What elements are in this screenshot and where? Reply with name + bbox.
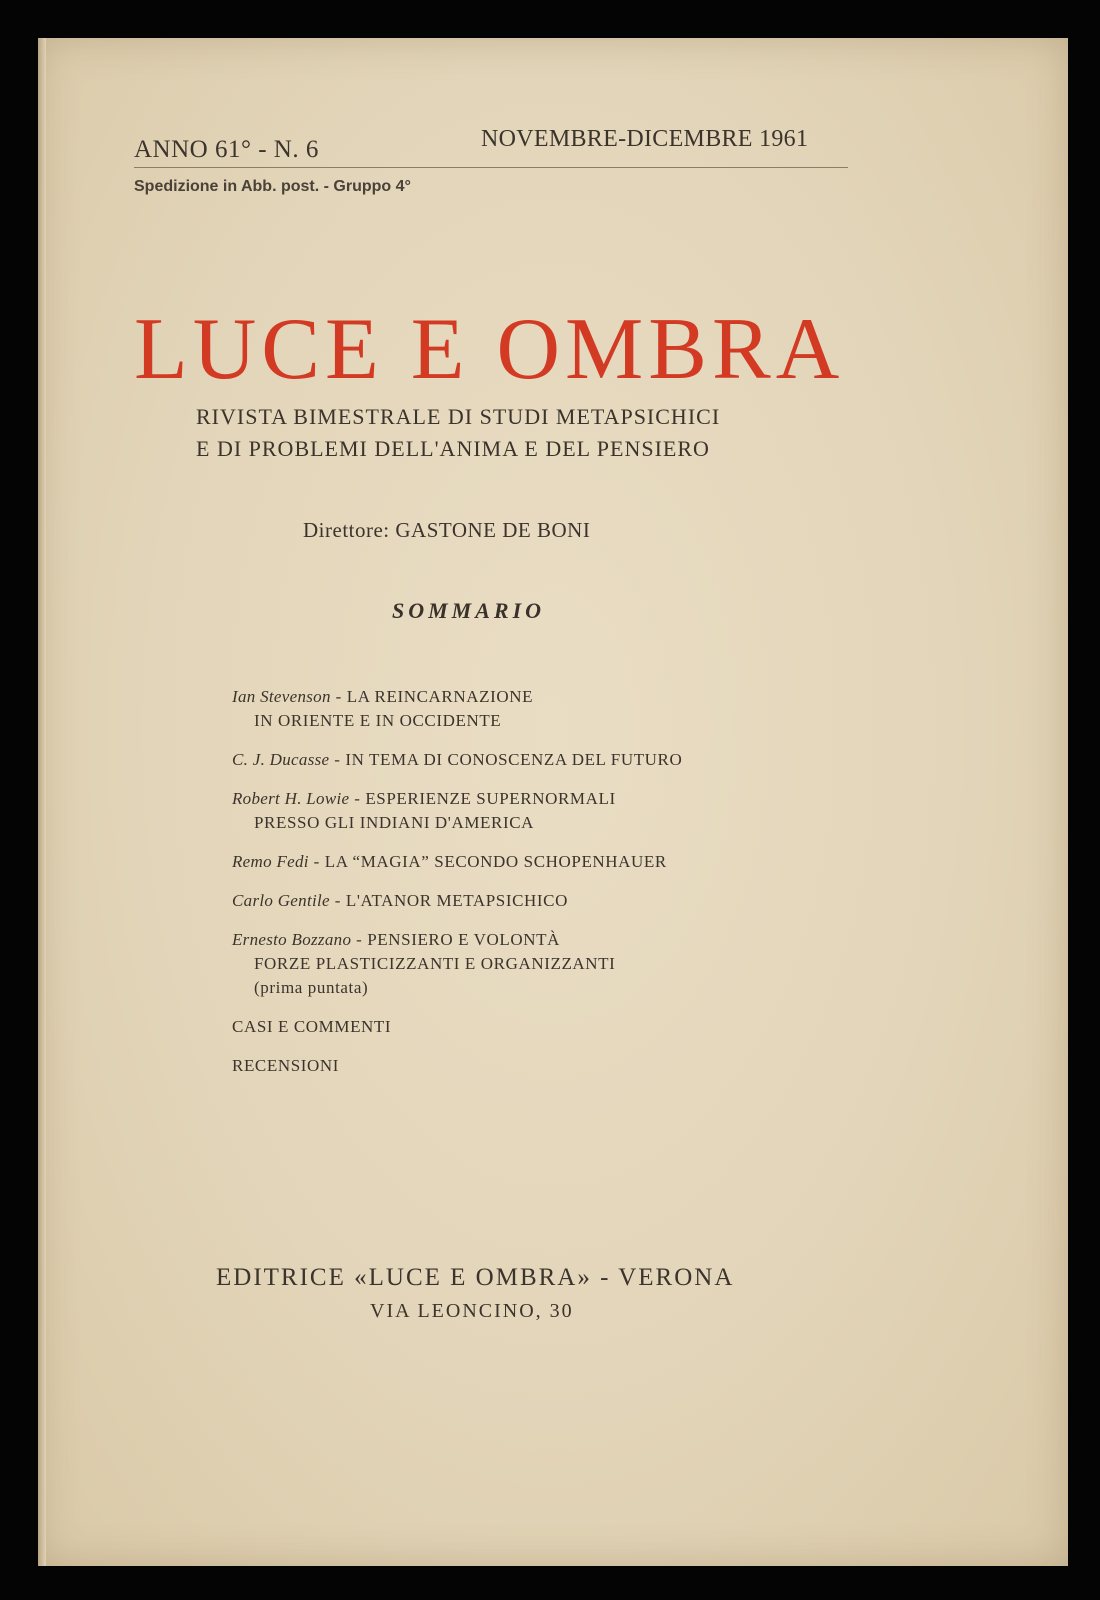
subtitle-line-2: E DI PROBLEMI DELL'ANIMA E DEL PENSIERO — [196, 436, 710, 461]
toc-title: RECENSIONI — [232, 1056, 340, 1075]
publisher-address: VIA LEONCINO, 30 — [370, 1300, 574, 1322]
shipping-note: Spedizione in Abb. post. - Gruppo 4° — [134, 178, 411, 195]
toc-entry: Ernesto Bozzano - PENSIERO E VOLONTÀ FORZE PLASTICIZZANTI E ORGANIZZANTI (prima puntata) — [232, 928, 852, 1000]
toc-title-continuation: IN ORIENTE E IN OCCIDENTE — [254, 711, 502, 730]
toc-author: C. J. Ducasse — [232, 750, 330, 769]
toc-author: Remo Fedi — [232, 852, 309, 871]
toc-title: ESPERIENZE SUPERNORMALI — [365, 789, 616, 808]
cover-spine — [38, 38, 46, 1566]
toc-author: Robert H. Lowie — [232, 789, 350, 808]
toc-entry: Carlo Gentile - L'ATANOR METAPSICHICO — [232, 891, 568, 910]
toc-entry — [232, 1054, 852, 1078]
contents-heading: SOMMARIO — [392, 598, 546, 623]
toc-title: CASI E COMMENTI — [232, 1017, 392, 1036]
magazine-title: LUCE E OMBRA — [134, 301, 845, 398]
publisher-name: EDITRICE «LUCE E OMBRA» - VERONA — [216, 1264, 735, 1291]
toc-entry: C. J. Ducasse - IN TEMA DI CONOSCENZA DEL FUTURO — [232, 750, 683, 769]
header-divider — [134, 167, 848, 168]
toc-title: LA “MAGIA” SECONDO SCHOPENHAUER — [324, 852, 667, 871]
toc-title-continuation: FORZE PLASTICIZZANTI E ORGANIZZANTI — [254, 954, 616, 973]
toc-title: LA REINCARNAZIONE — [346, 687, 534, 706]
subtitle-line-1: RIVISTA BIMESTRALE DI STUDI METAPSICHICI — [196, 404, 721, 429]
table-of-contents — [232, 685, 852, 1093]
toc-author: Carlo Gentile — [232, 891, 330, 910]
toc-title: L'ATANOR METAPSICHICO — [345, 891, 568, 910]
issue-date: NOVEMBRE-DICEMBRE 1961 — [481, 126, 809, 152]
toc-entry: Ian Stevenson - LA REINCARNAZIONE IN ORIENTE E IN OCCIDENTE — [232, 685, 852, 733]
director-line: Direttore: GASTONE DE BONI — [303, 518, 591, 542]
toc-author: Ernesto Bozzano — [232, 930, 352, 949]
toc-title: IN TEMA DI CONOSCENZA DEL FUTURO — [345, 750, 683, 769]
toc-title-continuation: PRESSO GLI INDIANI D'AMERICA — [254, 813, 535, 832]
toc-entry: Remo Fedi - LA “MAGIA” SECONDO SCHOPENHAUER — [232, 852, 667, 871]
toc-entry — [232, 1015, 852, 1039]
issue-number: ANNO 61° - N. 6 — [134, 136, 319, 163]
toc-entry: Robert H. Lowie - ESPERIENZE SUPERNORMALI PRESSO GLI INDIANI D'AMERICA — [232, 787, 852, 835]
toc-note: (prima puntata) — [254, 978, 369, 997]
toc-author: Ian Stevenson — [232, 687, 331, 706]
toc-title: PENSIERO E VOLONTÀ — [367, 930, 560, 949]
